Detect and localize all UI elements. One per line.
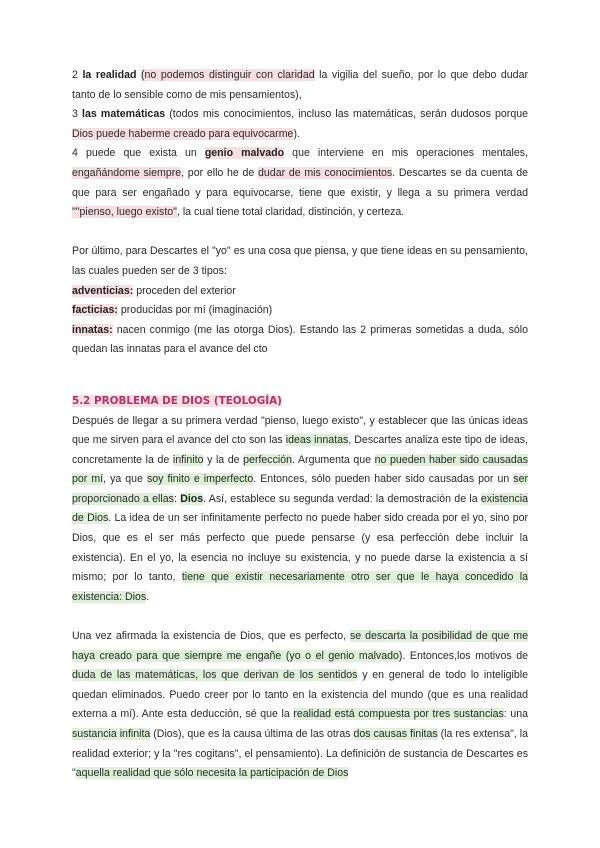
term-la-realidad: la realidad (82, 69, 137, 81)
text: (la res extensa", la realidad exterior; y la "res cogitans", el pensamiento). La definición de sustancia de Descartes es " (72, 728, 529, 780)
text: ). (293, 127, 300, 140)
text: y la de (203, 453, 244, 466)
text: . Así, establece su segunda verdad: la demostración de la (203, 492, 481, 505)
highlight: aquella realidad que sólo necesita la participación de Dios (75, 767, 349, 780)
highlight: engañándome siempre (72, 166, 182, 179)
item-number: 2 (72, 69, 78, 81)
text: nacen conmigo (me las otorga Dios). Estando las 2 primeras sometidas a duda, sólo quedan las innatas para el avance del cto (72, 323, 528, 356)
list-item-4 (72, 144, 528, 222)
text: , ya que (103, 473, 147, 486)
highlight: sustancia infinita (72, 728, 151, 740)
text: : una (503, 708, 528, 721)
text: , por ello he de (181, 166, 259, 179)
idea-adventicias (72, 282, 528, 302)
text: , Descartes analiza este tipo de ideas, concretamente la de (72, 434, 528, 466)
idea-innatas (72, 321, 528, 360)
text: . Descartes se da cuenta de que para ser engañado y para equivocarse, tiene que existir, y llega a su primera verdad (72, 166, 528, 199)
term-adventicias: adventicias: (72, 284, 134, 297)
list-item-3 (72, 105, 528, 144)
item-number: 4 (72, 147, 78, 160)
term-genio-malvado: genio malvado (204, 147, 285, 160)
heading-text: 5.2 PROBLEMA DE DIOS (TEOLOGÍA) (72, 394, 282, 407)
highlight: dos causas finitas (353, 728, 438, 740)
highlight: dudar de mis conocimientos (258, 166, 393, 179)
highlight: ser proporcionado a ellas (72, 473, 528, 505)
highlight: no pueden haber sido causadas por mí (72, 453, 528, 486)
term-facticias: facticias: (72, 304, 118, 317)
highlight: realidad está compuesta por tres sustancias (293, 708, 504, 721)
highlight: se descarta la posibilidad de que me haya creado para que siempre me engañe (yo o el genio malvado) (72, 630, 528, 662)
list-item-2 (72, 66, 528, 105)
highlight: (no podemos distinguir con claridad (141, 69, 315, 81)
text: producidas por mí (imaginación) (117, 304, 273, 317)
text: (Dios), que es la causa última de las otras (150, 728, 354, 740)
text: . La idea de un ser infinitamente perfecto no puede haber sido creada por el yo, sino por Dios, que es el ser más perfecto que puede pensarse (y esa perfección debe incluir la existencia). En el yo, la esencia no incluye su existencia, y no puede darse la existencia a sí mismo; por lo tanto, (72, 512, 529, 584)
text: (todos mis conocimientos, incluso las matemáticas, serán dudosos porque (165, 108, 528, 121)
item-number: 3 (72, 108, 78, 121)
term-las-matematicas: las matemáticas (82, 108, 166, 121)
text: puede que exista un (77, 147, 205, 160)
idea-facticias (72, 301, 528, 321)
section-heading-dios (72, 392, 528, 412)
text: . Argumenta que (292, 453, 375, 466)
text: Una vez afirmada la existencia de Dios, que es perfecto, (72, 630, 350, 643)
highlight: existencia de Dios (72, 492, 528, 525)
term-dios: Dios (180, 492, 204, 505)
text: : (173, 492, 181, 505)
text: . Entonces, sólo pueden haber sido causadas por un (253, 473, 514, 486)
highlight: perfección (243, 453, 293, 466)
text: , la cual tiene total claridad, distinción, y certeza. (176, 206, 405, 219)
text: . Entonces,los motivos de (402, 649, 528, 662)
text: la vigilia del sueño, por lo que debo dudar tanto de lo sensible como de mis pensamientos), (72, 69, 528, 101)
text: Después de llegar a su primera verdad "pienso, luego existo", y establecer que las únicas ideas que me sirven para el avance del cto son las (72, 414, 528, 447)
term-innatas: innatas: (72, 323, 113, 336)
text: y en general de todo lo inteligible quedan eliminados. Puedo creer por lo tanto en la existencia del mundo (que es una realidad externa a mí). Ante esta deducción, sé que la (72, 669, 528, 721)
highlight: Dios puede haberme creado para equivocarme (72, 127, 294, 140)
text: que interviene en mis operaciones mentales, (284, 147, 528, 160)
paragraph-dios-1 (72, 412, 528, 608)
highlight: infinito (172, 453, 204, 466)
text: . (146, 590, 150, 603)
highlight: duda de las matemáticas, los que derivan de los sentidos (72, 669, 358, 682)
highlight: soy finito e imperfecto (146, 473, 254, 486)
highlight: ""pienso, luego existo" (72, 206, 177, 219)
ideas-intro: Por último, para Descartes el "yo" es una cosa que piensa, y que tiene ideas en su pensamiento, las cuales pueden ser de 3 tipos: (72, 245, 528, 277)
text: proceden del exterior (133, 284, 236, 297)
highlight: tiene que existir necesariamente otro ser que le haya concedido la existencia: Dios (72, 571, 528, 603)
highlight: ideas innatas (285, 434, 349, 447)
paragraph-dios-2 (72, 627, 528, 784)
